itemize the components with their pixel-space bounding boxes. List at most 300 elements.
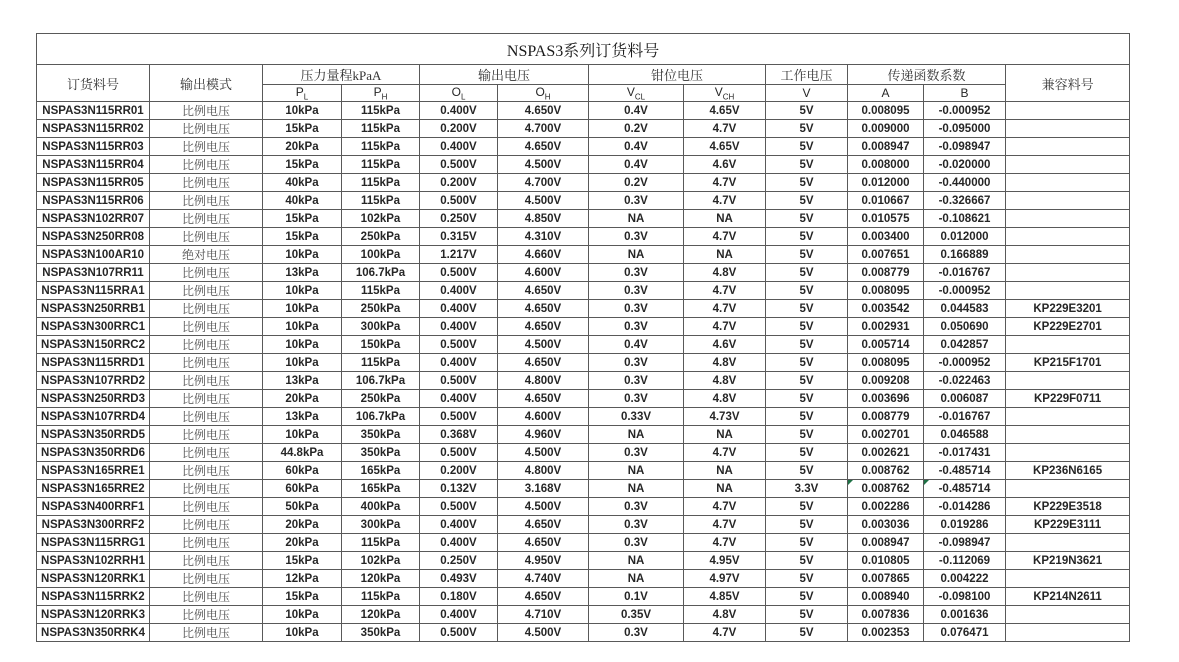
table-body bbox=[37, 102, 1130, 642]
cell-pressure-low: 13kPa bbox=[263, 408, 342, 426]
cell-output-mode: 比例电压 bbox=[150, 534, 263, 552]
cell-coefficient-b: 0.042857 bbox=[924, 336, 1006, 354]
cell-clamp-high: 4.8V bbox=[684, 372, 766, 390]
cell-coefficient-a: 0.012000 bbox=[848, 174, 924, 192]
cell-coefficient-b: -0.022463 bbox=[924, 372, 1006, 390]
cell-output-high: 4.800V bbox=[498, 372, 589, 390]
cell-output-mode: 比例电压 bbox=[150, 228, 263, 246]
table-row bbox=[37, 156, 1130, 174]
cell-pressure-high: 250kPa bbox=[342, 300, 420, 318]
cell-working-voltage: 5V bbox=[766, 138, 848, 156]
cell-pressure-low: 10kPa bbox=[263, 300, 342, 318]
cell-compatible-part: KP229E3518 bbox=[1006, 498, 1130, 516]
cell-coefficient-a: 0.007836 bbox=[848, 606, 924, 624]
cell-output-mode: 比例电压 bbox=[150, 372, 263, 390]
cell-compatible-part bbox=[1006, 336, 1130, 354]
cell-coefficient-a: 0.003542 bbox=[848, 300, 924, 318]
cell-pressure-low: 10kPa bbox=[263, 282, 342, 300]
cell-compatible-part bbox=[1006, 534, 1130, 552]
cell-output-low: 0.200V bbox=[420, 174, 498, 192]
cell-clamp-high: 4.8V bbox=[684, 606, 766, 624]
cell-pressure-low: 10kPa bbox=[263, 336, 342, 354]
cell-output-high: 4.740V bbox=[498, 570, 589, 588]
cell-pressure-low: 40kPa bbox=[263, 192, 342, 210]
cell-compatible-part bbox=[1006, 228, 1130, 246]
cell-pressure-high: 115kPa bbox=[342, 120, 420, 138]
cell-coefficient-a: 0.008762 bbox=[848, 462, 924, 480]
cell-clamp-high: 4.7V bbox=[684, 624, 766, 642]
cell-clamp-low: 0.3V bbox=[589, 228, 684, 246]
cell-working-voltage: 5V bbox=[766, 318, 848, 336]
cell-coefficient-b: -0.000952 bbox=[924, 354, 1006, 372]
cell-part-number: NSPAS3N102RRH1 bbox=[37, 552, 150, 570]
cell-compatible-part bbox=[1006, 174, 1130, 192]
cell-coefficient-a: 0.005714 bbox=[848, 336, 924, 354]
cell-output-high: 4.650V bbox=[498, 102, 589, 120]
cell-coefficient-b: 0.001636 bbox=[924, 606, 1006, 624]
cell-coefficient-a: 0.008947 bbox=[848, 138, 924, 156]
cell-pressure-low: 15kPa bbox=[263, 228, 342, 246]
cell-pressure-low: 10kPa bbox=[263, 354, 342, 372]
cell-coefficient-b: 0.006087 bbox=[924, 390, 1006, 408]
cell-working-voltage: 5V bbox=[766, 552, 848, 570]
cell-pressure-high: 115kPa bbox=[342, 354, 420, 372]
cell-part-number: NSPAS3N350RRK4 bbox=[37, 624, 150, 642]
cell-pressure-low: 60kPa bbox=[263, 462, 342, 480]
cell-pressure-low: 15kPa bbox=[263, 210, 342, 228]
cell-clamp-low: 0.4V bbox=[589, 102, 684, 120]
cell-output-mode: 比例电压 bbox=[150, 516, 263, 534]
cell-part-number: NSPAS3N115RR03 bbox=[37, 138, 150, 156]
cell-output-mode: 比例电压 bbox=[150, 210, 263, 228]
cell-clamp-high: 4.6V bbox=[684, 336, 766, 354]
cell-output-low: 0.500V bbox=[420, 336, 498, 354]
cell-coefficient-a: 0.008779 bbox=[848, 408, 924, 426]
cell-working-voltage: 5V bbox=[766, 192, 848, 210]
cell-working-voltage: 5V bbox=[766, 426, 848, 444]
cell-output-low: 0.500V bbox=[420, 624, 498, 642]
cell-part-number: NSPAS3N300RRC1 bbox=[37, 318, 150, 336]
cell-output-high: 4.650V bbox=[498, 138, 589, 156]
cell-coefficient-b: -0.014286 bbox=[924, 498, 1006, 516]
cell-clamp-high: NA bbox=[684, 426, 766, 444]
cell-output-low: 0.500V bbox=[420, 444, 498, 462]
cell-output-low: 0.250V bbox=[420, 210, 498, 228]
cell-coefficient-b: -0.098947 bbox=[924, 534, 1006, 552]
cell-clamp-high: NA bbox=[684, 246, 766, 264]
col-group-transfer-coefficients: 传递函数系数 bbox=[848, 65, 1006, 85]
cell-clamp-high: 4.7V bbox=[684, 120, 766, 138]
cell-pressure-high: 115kPa bbox=[342, 282, 420, 300]
cell-clamp-high: 4.7V bbox=[684, 318, 766, 336]
cell-clamp-high: 4.8V bbox=[684, 354, 766, 372]
cell-output-high: 4.650V bbox=[498, 588, 589, 606]
cell-coefficient-a: 0.003036 bbox=[848, 516, 924, 534]
table-row bbox=[37, 138, 1130, 156]
cell-pressure-high: 250kPa bbox=[342, 228, 420, 246]
cell-part-number: NSPAS3N115RRK2 bbox=[37, 588, 150, 606]
cell-output-low: 0.400V bbox=[420, 102, 498, 120]
cell-clamp-low: NA bbox=[589, 552, 684, 570]
table-row bbox=[37, 570, 1130, 588]
header-group-row bbox=[37, 65, 1130, 85]
cell-coefficient-a: 0.002621 bbox=[848, 444, 924, 462]
cell-clamp-low: 0.1V bbox=[589, 588, 684, 606]
cell-pressure-high: 100kPa bbox=[342, 246, 420, 264]
cell-clamp-high: 4.7V bbox=[684, 498, 766, 516]
cell-output-mode: 比例电压 bbox=[150, 408, 263, 426]
cell-output-low: 1.217V bbox=[420, 246, 498, 264]
cell-part-number: NSPAS3N115RR02 bbox=[37, 120, 150, 138]
cell-clamp-high: 4.8V bbox=[684, 264, 766, 282]
col-header-ph: $P_H$ bbox=[342, 85, 420, 102]
cell-part-number: NSPAS3N350RRD5 bbox=[37, 426, 150, 444]
cell-pressure-low: 20kPa bbox=[263, 516, 342, 534]
cell-coefficient-b: -0.098100 bbox=[924, 588, 1006, 606]
cell-coefficient-b: 0.166889 bbox=[924, 246, 1006, 264]
cell-output-mode: 比例电压 bbox=[150, 552, 263, 570]
table-row bbox=[37, 534, 1130, 552]
col-header-pl: $P_L$ bbox=[263, 85, 342, 102]
cell-clamp-low: 0.3V bbox=[589, 264, 684, 282]
table-row bbox=[37, 336, 1130, 354]
cell-pressure-high: 115kPa bbox=[342, 138, 420, 156]
cell-clamp-high: 4.95V bbox=[684, 552, 766, 570]
cell-coefficient-b: -0.485714 bbox=[924, 462, 1006, 480]
cell-output-mode: 比例电压 bbox=[150, 300, 263, 318]
cell-part-number: NSPAS3N250RRB1 bbox=[37, 300, 150, 318]
col-header-a: A bbox=[848, 85, 924, 102]
cell-output-low: 0.400V bbox=[420, 282, 498, 300]
cell-output-high: 4.500V bbox=[498, 624, 589, 642]
cell-output-low: 0.315V bbox=[420, 228, 498, 246]
cell-output-mode: 比例电压 bbox=[150, 318, 263, 336]
cell-output-low: 0.200V bbox=[420, 462, 498, 480]
cell-clamp-high: 4.7V bbox=[684, 444, 766, 462]
cell-part-number: NSPAS3N115RR05 bbox=[37, 174, 150, 192]
cell-pressure-high: 115kPa bbox=[342, 534, 420, 552]
cell-clamp-high: 4.8V bbox=[684, 390, 766, 408]
cell-output-mode: 比例电压 bbox=[150, 444, 263, 462]
cell-clamp-low: 0.4V bbox=[589, 138, 684, 156]
table-row bbox=[37, 480, 1130, 498]
cell-part-number: NSPAS3N300RRF2 bbox=[37, 516, 150, 534]
cell-clamp-high: 4.7V bbox=[684, 534, 766, 552]
cell-pressure-high: 350kPa bbox=[342, 444, 420, 462]
cell-working-voltage: 5V bbox=[766, 228, 848, 246]
cell-coefficient-a: 0.008947 bbox=[848, 534, 924, 552]
cell-clamp-high: 4.7V bbox=[684, 300, 766, 318]
cell-compatible-part bbox=[1006, 102, 1130, 120]
cell-pressure-high: 115kPa bbox=[342, 102, 420, 120]
table-title-row bbox=[37, 34, 1130, 65]
cell-pressure-low: 15kPa bbox=[263, 552, 342, 570]
cell-pressure-low: 15kPa bbox=[263, 588, 342, 606]
cell-output-high: 4.660V bbox=[498, 246, 589, 264]
table-row bbox=[37, 192, 1130, 210]
cell-coefficient-a: 0.008762 bbox=[848, 480, 924, 498]
cell-coefficient-a: 0.002931 bbox=[848, 318, 924, 336]
table-row bbox=[37, 444, 1130, 462]
cell-pressure-low: 10kPa bbox=[263, 246, 342, 264]
cell-output-low: 0.132V bbox=[420, 480, 498, 498]
cell-output-low: 0.368V bbox=[420, 426, 498, 444]
cell-pressure-high: 300kPa bbox=[342, 516, 420, 534]
table-row bbox=[37, 354, 1130, 372]
cell-clamp-high: 4.7V bbox=[684, 516, 766, 534]
cell-compatible-part bbox=[1006, 426, 1130, 444]
col-group-working-voltage: 工作电压 bbox=[766, 65, 848, 85]
cell-clamp-high: 4.7V bbox=[684, 282, 766, 300]
cell-part-number: NSPAS3N165RRE2 bbox=[37, 480, 150, 498]
cell-clamp-low: 0.3V bbox=[589, 282, 684, 300]
table-title: NSPAS3系列订货料号 bbox=[37, 34, 1130, 65]
col-header-ol: $O_L$ bbox=[420, 85, 498, 102]
cell-output-high: 4.650V bbox=[498, 318, 589, 336]
cell-part-number: NSPAS3N107RRD4 bbox=[37, 408, 150, 426]
cell-coefficient-a: 0.003400 bbox=[848, 228, 924, 246]
cell-output-high: 4.600V bbox=[498, 264, 589, 282]
cell-compatible-part bbox=[1006, 156, 1130, 174]
cell-working-voltage: 5V bbox=[766, 300, 848, 318]
cell-part-number: NSPAS3N115RRA1 bbox=[37, 282, 150, 300]
cell-clamp-low: 0.3V bbox=[589, 534, 684, 552]
cell-compatible-part: KP229E3111 bbox=[1006, 516, 1130, 534]
cell-output-mode: 比例电压 bbox=[150, 606, 263, 624]
cell-pressure-low: 20kPa bbox=[263, 534, 342, 552]
cell-coefficient-a: 0.007651 bbox=[848, 246, 924, 264]
col-group-clamp-voltage: 钳位电压 bbox=[589, 65, 766, 85]
cell-working-voltage: 5V bbox=[766, 534, 848, 552]
cell-pressure-low: 40kPa bbox=[263, 174, 342, 192]
table-row bbox=[37, 588, 1130, 606]
cell-pressure-high: 300kPa bbox=[342, 318, 420, 336]
table-row bbox=[37, 372, 1130, 390]
cell-pressure-high: 115kPa bbox=[342, 174, 420, 192]
cell-compatible-part: KP229E3201 bbox=[1006, 300, 1130, 318]
cell-clamp-low: 0.3V bbox=[589, 498, 684, 516]
cell-output-high: 4.650V bbox=[498, 300, 589, 318]
cell-compatible-part: KP236N6165 bbox=[1006, 462, 1130, 480]
cell-part-number: NSPAS3N120RRK1 bbox=[37, 570, 150, 588]
cell-output-low: 0.400V bbox=[420, 318, 498, 336]
cell-part-number: NSPAS3N350RRD6 bbox=[37, 444, 150, 462]
cell-clamp-low: 0.3V bbox=[589, 354, 684, 372]
cell-output-high: 4.850V bbox=[498, 210, 589, 228]
cell-compatible-part bbox=[1006, 138, 1130, 156]
cell-clamp-high: 4.7V bbox=[684, 174, 766, 192]
cell-coefficient-a: 0.009208 bbox=[848, 372, 924, 390]
cell-output-mode: 比例电压 bbox=[150, 138, 263, 156]
cell-pressure-high: 115kPa bbox=[342, 588, 420, 606]
col-header-vch: $V_{CH}$ bbox=[684, 85, 766, 102]
cell-coefficient-b: 0.019286 bbox=[924, 516, 1006, 534]
cell-part-number: NSPAS3N120RRK3 bbox=[37, 606, 150, 624]
cell-output-mode: 比例电压 bbox=[150, 390, 263, 408]
cell-coefficient-b: -0.000952 bbox=[924, 282, 1006, 300]
cell-compatible-part bbox=[1006, 246, 1130, 264]
cell-working-voltage: 5V bbox=[766, 624, 848, 642]
cell-clamp-high: 4.65V bbox=[684, 102, 766, 120]
cell-coefficient-b: 0.012000 bbox=[924, 228, 1006, 246]
cell-coefficient-b: -0.016767 bbox=[924, 408, 1006, 426]
cell-output-high: 4.500V bbox=[498, 192, 589, 210]
cell-clamp-low: 0.3V bbox=[589, 516, 684, 534]
cell-output-high: 4.700V bbox=[498, 174, 589, 192]
cell-pressure-low: 10kPa bbox=[263, 426, 342, 444]
cell-part-number: NSPAS3N250RRD3 bbox=[37, 390, 150, 408]
cell-compatible-part: KP219N3621 bbox=[1006, 552, 1130, 570]
cell-output-low: 0.400V bbox=[420, 354, 498, 372]
table-row bbox=[37, 102, 1130, 120]
cell-compatible-part: KP215F1701 bbox=[1006, 354, 1130, 372]
cell-output-high: 4.500V bbox=[498, 444, 589, 462]
cell-compatible-part bbox=[1006, 264, 1130, 282]
cell-clamp-low: NA bbox=[589, 570, 684, 588]
cell-output-low: 0.500V bbox=[420, 192, 498, 210]
cell-pressure-low: 15kPa bbox=[263, 156, 342, 174]
cell-output-mode: 比例电压 bbox=[150, 192, 263, 210]
cell-pressure-high: 250kPa bbox=[342, 390, 420, 408]
cell-coefficient-b: -0.017431 bbox=[924, 444, 1006, 462]
cell-working-voltage: 5V bbox=[766, 408, 848, 426]
table-row bbox=[37, 390, 1130, 408]
cell-output-low: 0.400V bbox=[420, 516, 498, 534]
cell-pressure-low: 13kPa bbox=[263, 264, 342, 282]
cell-part-number: NSPAS3N107RR11 bbox=[37, 264, 150, 282]
cell-output-low: 0.400V bbox=[420, 390, 498, 408]
cell-coefficient-b: -0.020000 bbox=[924, 156, 1006, 174]
cell-output-low: 0.400V bbox=[420, 606, 498, 624]
cell-pressure-high: 115kPa bbox=[342, 192, 420, 210]
table-row bbox=[37, 462, 1130, 480]
cell-working-voltage: 5V bbox=[766, 606, 848, 624]
col-header-part-number: 订货料号 bbox=[37, 65, 150, 102]
cell-part-number: NSPAS3N165RRE1 bbox=[37, 462, 150, 480]
cell-coefficient-b: 0.046588 bbox=[924, 426, 1006, 444]
cell-output-high: 4.650V bbox=[498, 516, 589, 534]
cell-output-mode: 比例电压 bbox=[150, 588, 263, 606]
cell-output-mode: 比例电压 bbox=[150, 174, 263, 192]
cell-output-mode: 比例电压 bbox=[150, 336, 263, 354]
cell-coefficient-a: 0.002701 bbox=[848, 426, 924, 444]
cell-coefficient-a: 0.008000 bbox=[848, 156, 924, 174]
col-group-output-voltage: 输出电压 bbox=[420, 65, 589, 85]
cell-pressure-low: 50kPa bbox=[263, 498, 342, 516]
cell-part-number: NSPAS3N107RRD2 bbox=[37, 372, 150, 390]
cell-pressure-low: 10kPa bbox=[263, 606, 342, 624]
cell-coefficient-b: -0.098947 bbox=[924, 138, 1006, 156]
cell-part-number: NSPAS3N400RRF1 bbox=[37, 498, 150, 516]
cell-pressure-high: 120kPa bbox=[342, 570, 420, 588]
cell-pressure-low: 10kPa bbox=[263, 318, 342, 336]
cell-output-mode: 比例电压 bbox=[150, 156, 263, 174]
cell-output-low: 0.500V bbox=[420, 408, 498, 426]
table-row bbox=[37, 552, 1130, 570]
cell-clamp-high: 4.85V bbox=[684, 588, 766, 606]
cell-pressure-low: 20kPa bbox=[263, 390, 342, 408]
cell-coefficient-a: 0.002353 bbox=[848, 624, 924, 642]
cell-clamp-low: NA bbox=[589, 462, 684, 480]
cell-output-low: 0.180V bbox=[420, 588, 498, 606]
cell-part-number: NSPAS3N102RR07 bbox=[37, 210, 150, 228]
cell-coefficient-a: 0.010575 bbox=[848, 210, 924, 228]
cell-coefficient-a: 0.008940 bbox=[848, 588, 924, 606]
cell-output-low: 0.400V bbox=[420, 534, 498, 552]
cell-output-high: 4.950V bbox=[498, 552, 589, 570]
cell-pressure-low: 13kPa bbox=[263, 372, 342, 390]
cell-output-mode: 比例电压 bbox=[150, 264, 263, 282]
cell-pressure-high: 400kPa bbox=[342, 498, 420, 516]
cell-coefficient-a: 0.010667 bbox=[848, 192, 924, 210]
cell-pressure-high: 350kPa bbox=[342, 624, 420, 642]
col-header-output-mode: 输出模式 bbox=[150, 65, 263, 102]
cell-coefficient-a: 0.008095 bbox=[848, 102, 924, 120]
cell-output-high: 4.650V bbox=[498, 282, 589, 300]
cell-output-high: 4.500V bbox=[498, 498, 589, 516]
cell-clamp-low: NA bbox=[589, 246, 684, 264]
cell-output-low: 0.400V bbox=[420, 138, 498, 156]
cell-output-high: 4.650V bbox=[498, 534, 589, 552]
cell-coefficient-b: 0.076471 bbox=[924, 624, 1006, 642]
table-row bbox=[37, 516, 1130, 534]
cell-clamp-low: NA bbox=[589, 480, 684, 498]
cell-compatible-part bbox=[1006, 570, 1130, 588]
cell-output-mode: 比例电压 bbox=[150, 102, 263, 120]
cell-clamp-high: 4.73V bbox=[684, 408, 766, 426]
cell-coefficient-a: 0.009000 bbox=[848, 120, 924, 138]
cell-output-low: 0.500V bbox=[420, 498, 498, 516]
cell-output-mode: 比例电压 bbox=[150, 462, 263, 480]
cell-working-voltage: 5V bbox=[766, 282, 848, 300]
cell-coefficient-a: 0.008095 bbox=[848, 282, 924, 300]
cell-working-voltage: 5V bbox=[766, 156, 848, 174]
cell-clamp-low: 0.3V bbox=[589, 624, 684, 642]
cell-output-high: 4.310V bbox=[498, 228, 589, 246]
cell-working-voltage: 5V bbox=[766, 102, 848, 120]
cell-clamp-low: 0.33V bbox=[589, 408, 684, 426]
col-header-vcl: $V_{CL}$ bbox=[589, 85, 684, 102]
cell-working-voltage: 5V bbox=[766, 516, 848, 534]
cell-output-high: 4.650V bbox=[498, 390, 589, 408]
cell-clamp-high: 4.6V bbox=[684, 156, 766, 174]
table-row bbox=[37, 498, 1130, 516]
cell-part-number: NSPAS3N115RR04 bbox=[37, 156, 150, 174]
cell-output-mode: 比例电压 bbox=[150, 120, 263, 138]
cell-pressure-high: 350kPa bbox=[342, 426, 420, 444]
cell-clamp-high: NA bbox=[684, 210, 766, 228]
table-row bbox=[37, 120, 1130, 138]
cell-working-voltage: 5V bbox=[766, 120, 848, 138]
cell-pressure-high: 165kPa bbox=[342, 480, 420, 498]
cell-pressure-low: 15kPa bbox=[263, 120, 342, 138]
cell-part-number: NSPAS3N115RRG1 bbox=[37, 534, 150, 552]
cell-pressure-high: 165kPa bbox=[342, 462, 420, 480]
cell-working-voltage: 5V bbox=[766, 444, 848, 462]
cell-output-high: 4.710V bbox=[498, 606, 589, 624]
cell-clamp-low: 0.4V bbox=[589, 336, 684, 354]
cell-coefficient-b: -0.000952 bbox=[924, 102, 1006, 120]
cell-clamp-low: 0.3V bbox=[589, 318, 684, 336]
cell-output-high: 4.600V bbox=[498, 408, 589, 426]
cell-compatible-part bbox=[1006, 408, 1130, 426]
table-row bbox=[37, 408, 1130, 426]
cell-clamp-low: 0.3V bbox=[589, 192, 684, 210]
cell-compatible-part: KP214N2611 bbox=[1006, 588, 1130, 606]
cell-pressure-high: 150kPa bbox=[342, 336, 420, 354]
table-row bbox=[37, 318, 1130, 336]
cell-part-number: NSPAS3N115RR06 bbox=[37, 192, 150, 210]
